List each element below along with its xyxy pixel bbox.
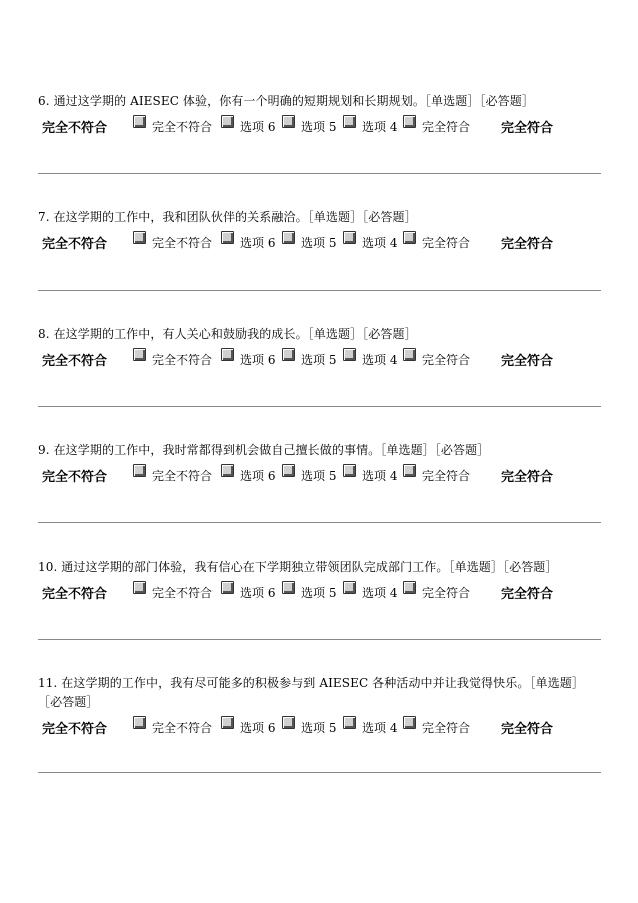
radio-icon[interactable]: [282, 464, 295, 477]
scale-low-label: 完全不符合: [42, 354, 108, 369]
radio-icon[interactable]: [282, 716, 295, 729]
question-11: [38, 674, 602, 738]
radio-icon[interactable]: [403, 581, 416, 594]
radio-icon[interactable]: [403, 115, 416, 128]
answer-scale: 完全不符合 完全不符合 选项 6 选项 5 选项 4 完全符合 完全符合: [38, 348, 602, 370]
divider: [38, 522, 601, 523]
scale-high-label: 完全符合: [501, 470, 554, 485]
radio-icon[interactable]: [221, 115, 234, 128]
question-10: [38, 558, 602, 603]
scale-high-label: 完全符合: [501, 587, 554, 602]
divider: [38, 406, 601, 407]
scale-low-label: 完全不符合: [42, 587, 108, 602]
radio-icon[interactable]: [282, 115, 295, 128]
scale-low-label: 完全不符合: [42, 121, 108, 136]
scale-low-label: 完全不符合: [42, 237, 108, 252]
answer-scale: 完全不符合 完全不符合 选项 6 选项 5 选项 4 完全符合 完全符合: [38, 464, 602, 486]
radio-icon[interactable]: [343, 581, 356, 594]
question-text: 9. 在这学期的工作中，我时常都得到机会做自己擅长做的事情。［单选题］［必答题］: [38, 443, 490, 457]
radio-icon[interactable]: [133, 464, 146, 477]
scale-high-label: 完全符合: [501, 237, 554, 252]
radio-icon[interactable]: [221, 231, 234, 244]
radio-icon[interactable]: [403, 231, 416, 244]
divider: [38, 639, 601, 640]
radio-icon[interactable]: [343, 348, 356, 361]
radio-icon[interactable]: [221, 348, 234, 361]
answer-scale: 完全不符合 完全不符合 选项 6 选项 5 选项 4 完全符合 完全符合: [38, 231, 602, 253]
radio-icon[interactable]: [343, 464, 356, 477]
radio-icon[interactable]: [133, 348, 146, 361]
radio-icon[interactable]: [282, 231, 295, 244]
question-text: 10. 通过这学期的部门体验，我有信心在下学期独立带领团队完成部门工作。［单选题］［必答题］: [38, 560, 558, 574]
question-6: [38, 92, 602, 137]
radio-icon[interactable]: [343, 115, 356, 128]
divider: [38, 173, 601, 174]
radio-icon[interactable]: [133, 581, 146, 594]
divider: [38, 772, 601, 773]
scale-high-label: 完全符合: [501, 121, 554, 136]
radio-icon[interactable]: [221, 464, 234, 477]
question-text: 11. 在这学期的工作中，我有尽可能多的积极参与到 AIESEC 各种活动中并让我觉得快乐。［单选题］［必答题］: [38, 676, 584, 709]
answer-scale: 完全不符合 完全不符合 选项 6 选项 5 选项 4 完全符合 完全符合: [38, 716, 602, 738]
scale-low-label: 完全不符合: [42, 722, 108, 737]
radio-icon[interactable]: [282, 348, 295, 361]
divider: [38, 290, 601, 291]
answer-scale: 完全不符合 完全不符合 选项 6 选项 5 选项 4 完全符合 完全符合: [38, 581, 602, 603]
radio-icon[interactable]: [133, 716, 146, 729]
radio-icon[interactable]: [133, 115, 146, 128]
radio-icon[interactable]: [403, 716, 416, 729]
scale-low-label: 完全不符合: [42, 470, 108, 485]
scale-high-label: 完全符合: [501, 354, 554, 369]
question-text: 7. 在这学期的工作中，我和团队伙伴的关系融洽。［单选题］［必答题］: [38, 210, 417, 224]
radio-icon[interactable]: [221, 716, 234, 729]
question-8: [38, 325, 602, 370]
scale-high-label: 完全符合: [501, 722, 554, 737]
question-7: [38, 208, 602, 253]
question-9: [38, 441, 602, 486]
radio-icon[interactable]: [221, 581, 234, 594]
radio-icon[interactable]: [282, 581, 295, 594]
question-text: 6. 通过这学期的 AIESEC 体验，你有一个明确的短期规划和长期规划。［单选题］［必答题］: [38, 94, 534, 108]
question-text: 8. 在这学期的工作中，有人关心和鼓励我的成长。［单选题］［必答题］: [38, 327, 417, 341]
answer-scale: 完全不符合 完全不符合 选项 6 选项 5 选项 4 完全符合 完全符合: [38, 115, 602, 137]
radio-icon[interactable]: [133, 231, 146, 244]
radio-icon[interactable]: [403, 464, 416, 477]
radio-icon[interactable]: [343, 716, 356, 729]
radio-icon[interactable]: [403, 348, 416, 361]
radio-icon[interactable]: [343, 231, 356, 244]
